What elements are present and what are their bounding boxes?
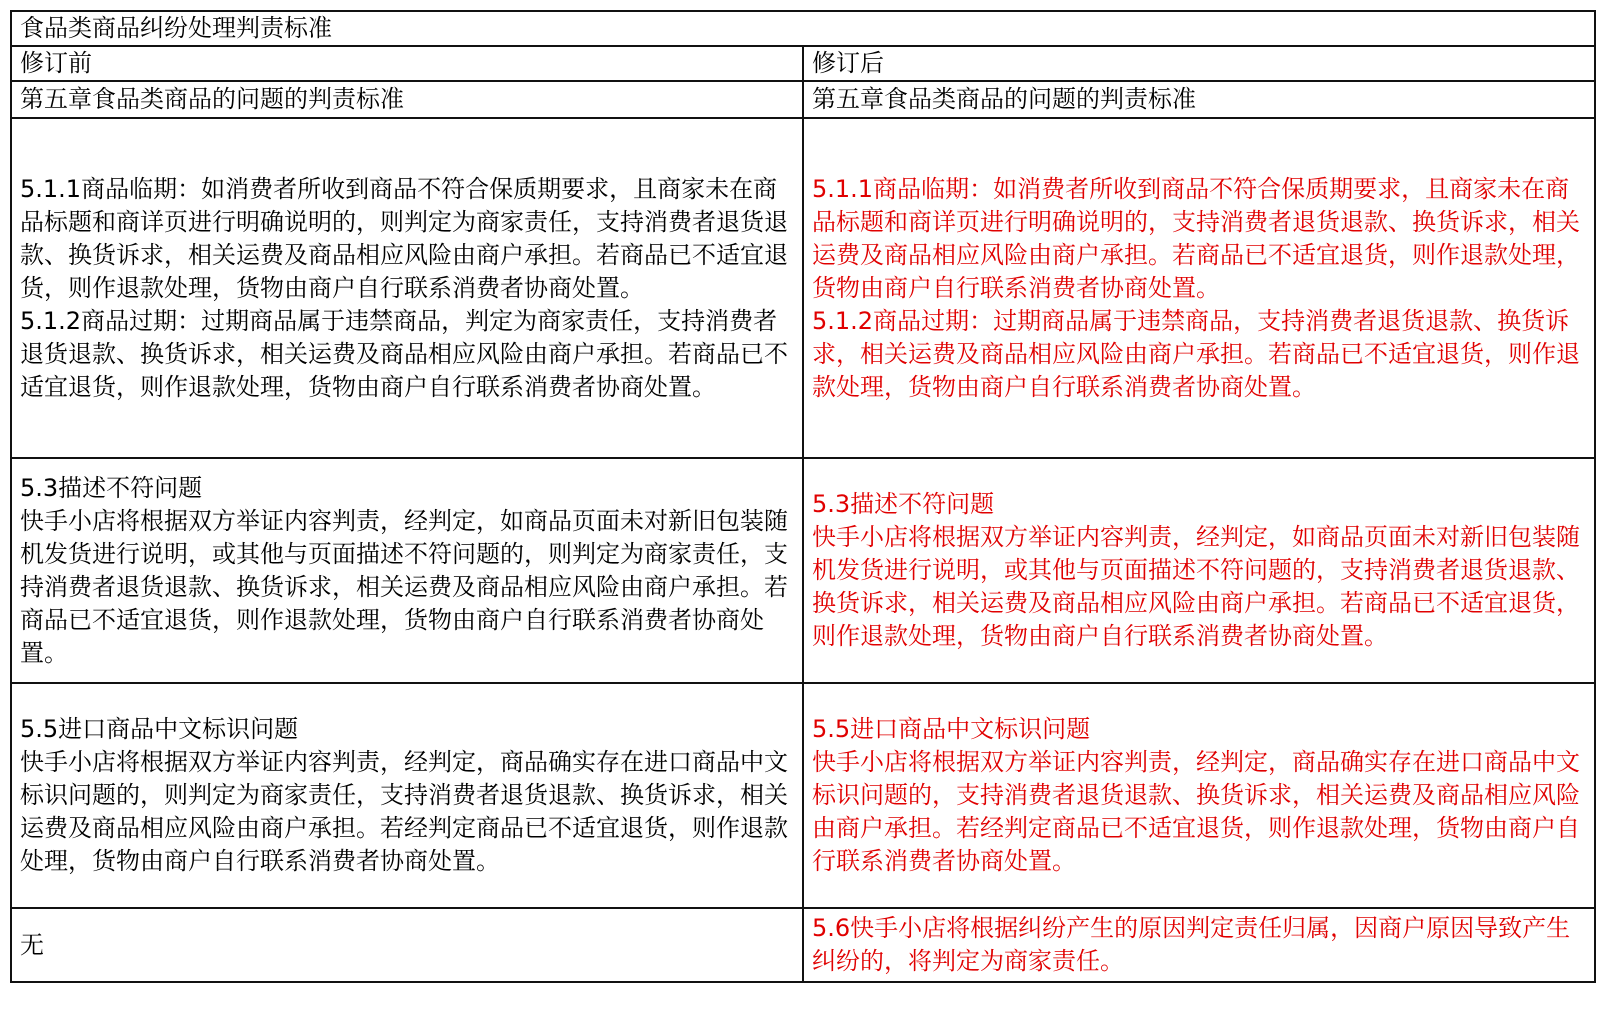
chapter-after: 第五章食品类商品的问题的判责标准 (803, 81, 1595, 118)
clause-text: 快手小店将根据双方举证内容判责，经判定，如商品页面未对新旧包装随机发货进行说明，或其他与页面描述不符问题的，则判定为商家责任，支持消费者退货退款、换货诉求，相关运费及商品相应风险由商户承担。若商品已不适宜退货，则作退款处理，货物由商户自行联系消费者协商处置。 (20, 506, 788, 667)
table-row (11, 458, 1595, 683)
table-row (11, 118, 1595, 458)
header-after: 修订后 (803, 46, 1595, 81)
chapter-before: 第五章食品类商品的问题的判责标准 (11, 81, 803, 118)
clause-text: 快手小店将根据双方举证内容判责，经判定，商品确实存在进口商品中文标识问题的，则判定为商家责任，支持消费者退货退款、换货诉求，相关运费及商品相应风险由商户承担。若经判定商品已不适宜退货，则作退款处理，货物由商户自行联系消费者协商处置。 (20, 748, 788, 875)
revised-clause-heading: 5.3描述不符问题 (812, 490, 995, 518)
header-before: 修订前 (11, 46, 803, 81)
clause-heading: 5.5进口商品中文标识问题 (20, 715, 299, 743)
chapter-row (11, 81, 1595, 118)
comparison-sheet (10, 10, 1594, 983)
revised-clause-text: 5.1.2商品过期：过期商品属于违禁商品，支持消费者退货退款、换货诉求，相关运费及商品相应风险由商户承担。若商品已不适宜退货，则作退款处理，货物由商户自行联系消费者协商处置。 (812, 306, 1580, 401)
clause-heading: 5.3描述不符问题 (20, 473, 203, 502)
cell-after (803, 683, 1595, 908)
cell-after (803, 118, 1595, 458)
cell-after (803, 908, 1595, 982)
cell-before (11, 683, 803, 908)
clause-text: 5.1.1商品临期：如消费者所收到商品不符合保质期要求，且商家未在商品标题和商详页进行明确说明的，则判定为商家责任，支持消费者退货退款、换货诉求，相关运费及商品相应风险由商户承担。若商品已不适宜退货，则作退款处理，货物由商户自行联系消费者协商处置。 (20, 174, 788, 302)
revised-clause-text: 5.1.1商品临期：如消费者所收到商品不符合保质期要求，且商家未在商品标题和商详页进行明确说明的，支持消费者退货退款、换货诉求，相关运费及商品相应风险由商户承担。若商品已不适宜退货，则作退款处理，货物由商户自行联系消费者协商处置。 (812, 174, 1580, 302)
revised-clause-heading: 5.5进口商品中文标识问题 (812, 715, 1091, 743)
revised-clause-text: 快手小店将根据双方举证内容判责，经判定，如商品页面未对新旧包装随机发货进行说明，或其他与页面描述不符问题的，支持消费者退货退款、换货诉求，相关运费及商品相应风险由商户承担。若商品已不适宜退货，则作退款处理，货物由商户自行联系消费者协商处置。 (812, 523, 1580, 650)
table-row (11, 908, 1595, 982)
cell-before (11, 458, 803, 683)
revision-table (10, 10, 1596, 983)
table-title: 食品类商品纠纷处理判责标准 (11, 11, 1595, 46)
cell-after (803, 458, 1595, 683)
table-row (11, 683, 1595, 908)
clause-text: 5.1.2商品过期：过期商品属于违禁商品，判定为商家责任，支持消费者退货退款、换货诉求，相关运费及商品相应风险由商户承担。若商品已不适宜退货，则作退款处理，货物由商户自行联系消费者协商处置。 (20, 306, 788, 401)
revised-clause-text: 快手小店将根据双方举证内容判责，经判定，商品确实存在进口商品中文标识问题的，支持消费者退货退款、换货诉求，相关运费及商品相应风险由商户承担。若经判定商品已不适宜退货，则作退款处理，货物由商户自行联系消费者协商处置。 (812, 748, 1580, 875)
cell-before (11, 118, 803, 458)
title-row (11, 11, 1595, 46)
revised-clause-text: 5.6快手小店将根据纠纷产生的原因判定责任归属，因商户原因导致产生纠纷的，将判定为商家责任。 (812, 914, 1571, 975)
cell-before (11, 908, 803, 982)
clause-text: 无 (20, 930, 44, 959)
header-row (11, 46, 1595, 81)
